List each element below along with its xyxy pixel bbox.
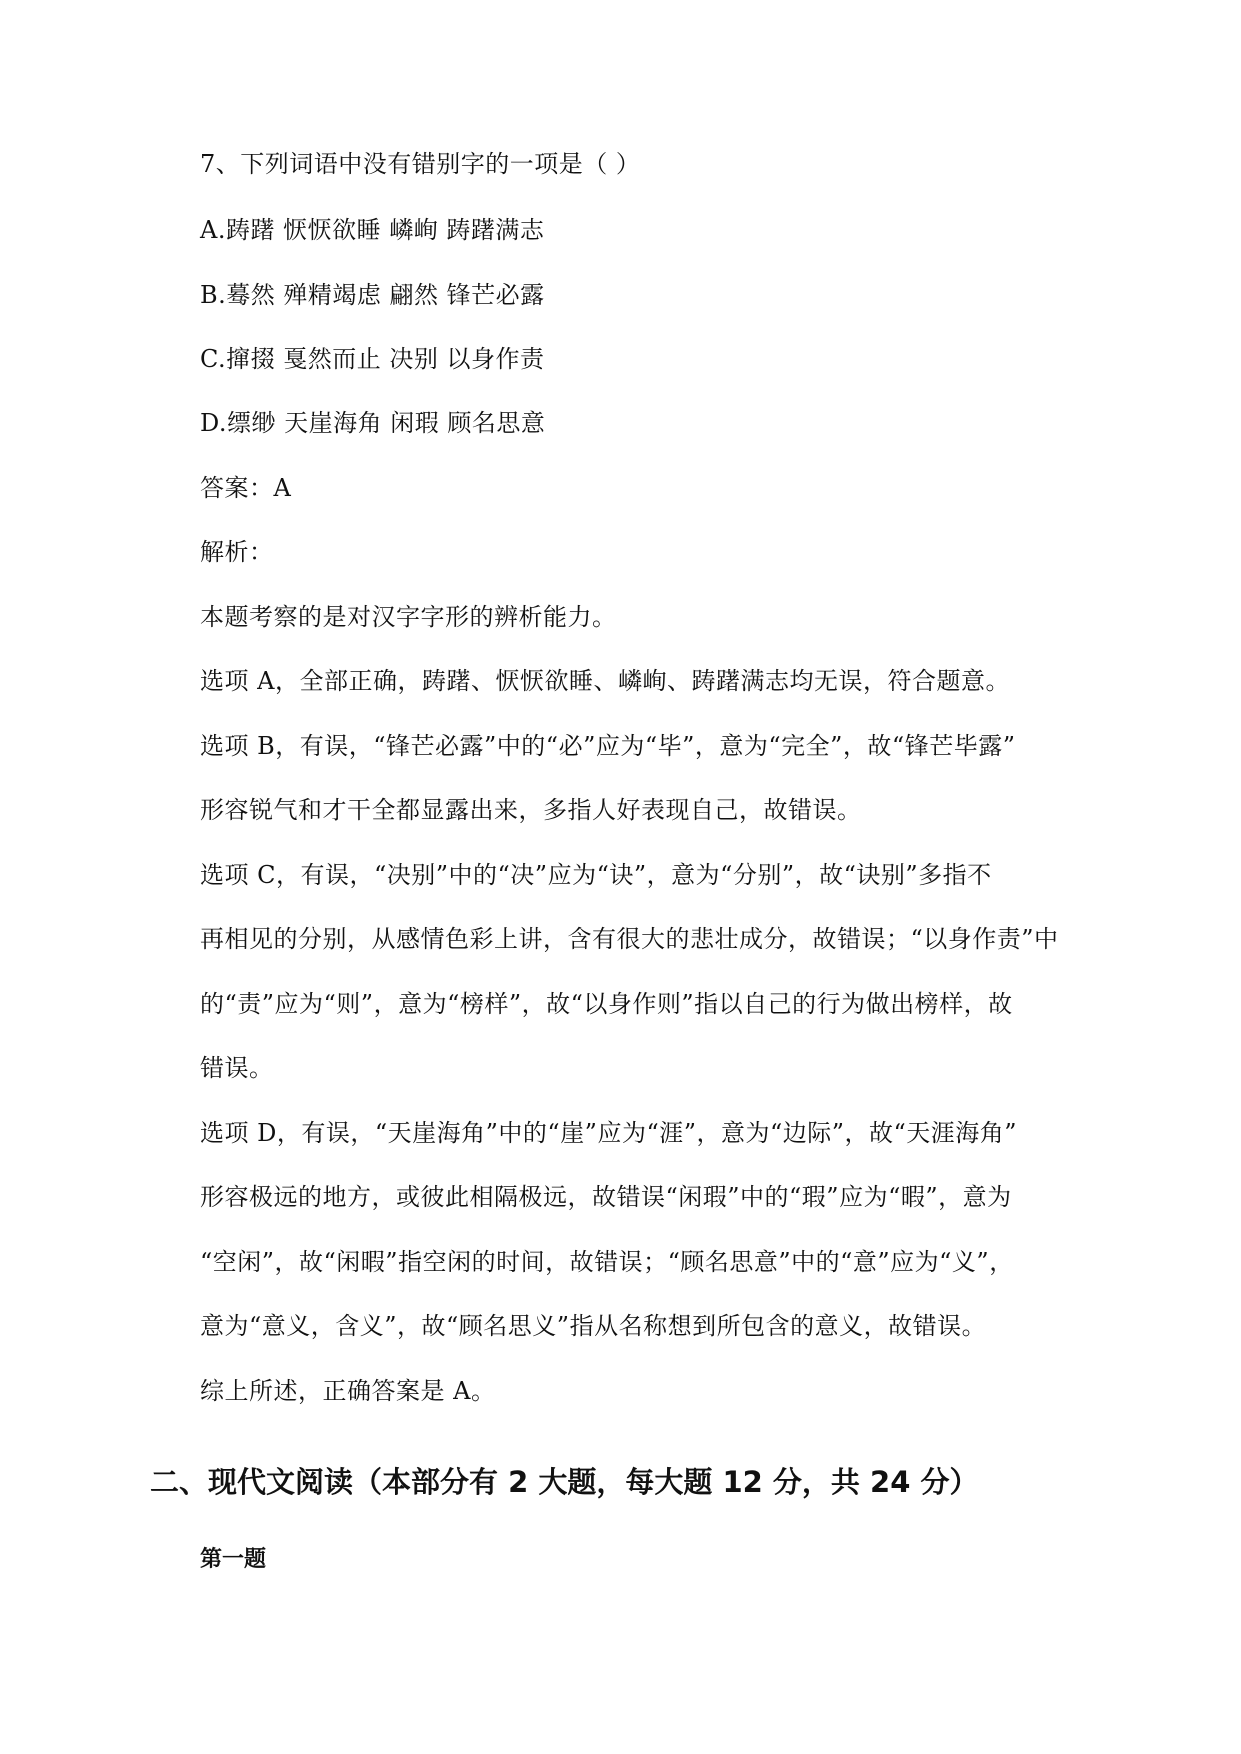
option-a: A.踌躇 恹恹欲睡 嶙峋 踌躇满志 xyxy=(200,216,545,244)
analysis-line: 选项 A，全部正确，踌躇、恹恹欲睡、嶙峋、踌躇满志均无误，符合题意。 xyxy=(200,667,1010,695)
option-c: C.撺掇 戛然而止 决别 以身作责 xyxy=(200,345,545,373)
option-d: D.缥缈 天崖海角 闲瑕 顾名思意 xyxy=(200,409,546,437)
analysis-line: 再相见的分别，从感情色彩上讲，含有很大的悲壮成分，故错误；“以身作责”中 xyxy=(200,925,1059,953)
section-heading: 二、现代文阅读（本部分有 2 大题，每大题 12 分，共 24 分） xyxy=(150,1465,979,1499)
conclusion-line: 综上所述，正确答案是 A。 xyxy=(200,1377,496,1405)
analysis-line: 意为“意义，含义”，故“顾名思义”指从名称想到所包含的意义，故错误。 xyxy=(200,1312,987,1340)
analysis-label: 解析： xyxy=(200,538,274,566)
analysis-line: 错误。 xyxy=(200,1054,274,1082)
question-stem: 7、下列词语中没有错别字的一项是（ ） xyxy=(200,150,641,178)
analysis-line: 形容极远的地方，或彼此相隔极远，故错误“闲瑕”中的“瑕”应为“暇”，意为 xyxy=(200,1183,1012,1211)
analysis-line: 本题考察的是对汉字字形的辨析能力。 xyxy=(200,603,617,631)
analysis-line: 的“责”应为“则”，意为“榜样”，故“以身作则”指以自己的行为做出榜样，故 xyxy=(200,990,1013,1018)
section-subheading: 第一题 xyxy=(200,1547,267,1572)
analysis-line: 选项 D，有误，“天崖海角”中的“崖”应为“涯”，意为“边际”，故“天涯海角” xyxy=(200,1119,1018,1147)
option-b: B.蓦然 殚精竭虑 翩然 锋芒必露 xyxy=(200,281,545,309)
analysis-line: 选项 B，有误，“锋芒必露”中的“必”应为“毕”，意为“完全”，故“锋芒毕露” xyxy=(200,732,1016,760)
analysis-line: 选项 C，有误，“决别”中的“决”应为“诀”，意为“分别”，故“诀别”多指不 xyxy=(200,861,992,889)
analysis-line: 形容锐气和才干全都显露出来，多指人好表现自己，故错误。 xyxy=(200,796,862,824)
analysis-line: “空闲”，故“闲暇”指空闲的时间，故错误；“顾名思意”中的“意”应为“义”， xyxy=(200,1248,1014,1276)
answer-line: 答案：A xyxy=(200,474,292,502)
